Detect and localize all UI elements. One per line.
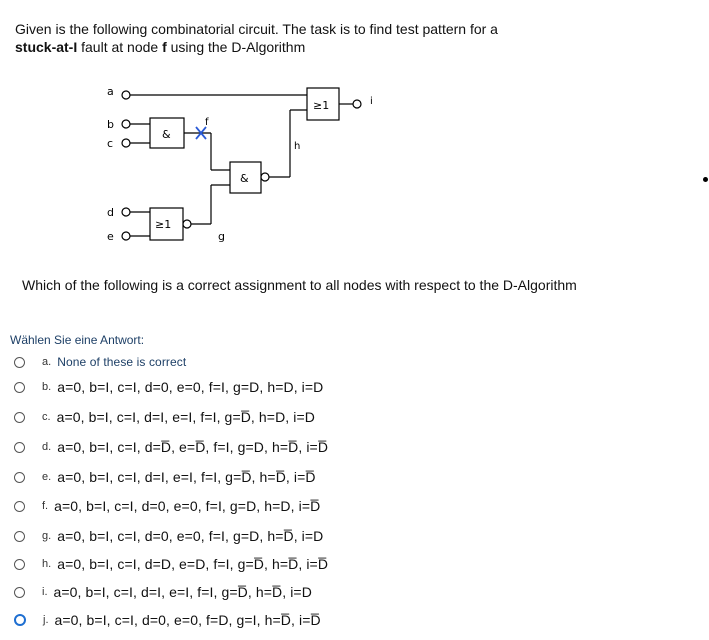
- and-gate-1-label: &: [162, 128, 171, 141]
- option-letter: f.: [42, 500, 49, 512]
- radio-button[interactable]: [14, 442, 25, 453]
- or-gate-1-inverter: [183, 220, 191, 228]
- input-a-terminal: [122, 91, 130, 99]
- node-label-i: i: [370, 96, 373, 107]
- and-gate-2-label: &: [240, 172, 249, 185]
- radio-button[interactable]: [14, 501, 25, 512]
- option-text: a=0, b=I, c=I, d=0, e=0, f=D, g=I, h=D̅, i=D̅: [54, 612, 321, 628]
- option-text: None of these is correct: [57, 355, 187, 369]
- option-text: a=0, b=I, c=I, d=D̅, e=D̅, f=I, g=D, h=D̅, i=D̅: [57, 439, 329, 455]
- option-a[interactable]: [10, 350, 186, 374]
- option-text: a=0, b=I, c=I, d=0, e=0, f=I, g=D, h=D, i=D̅: [54, 498, 321, 514]
- question-bold-node: f: [162, 39, 167, 55]
- and-gate-2-inverter: [261, 173, 269, 181]
- option-text: a=0, b=I, c=I, d=0, e=0, f=I, g=D, h=D, i=D: [57, 379, 324, 395]
- circuit-diagram: [80, 80, 400, 255]
- option-text: a=0, b=I, c=I, d=I, e=I, f=I, g=D̅, h=D, i=D: [56, 409, 315, 425]
- input-c-terminal: [122, 139, 130, 147]
- option-letter: d.: [42, 441, 52, 453]
- option-d[interactable]: [10, 435, 328, 459]
- input-e-terminal: [122, 232, 130, 240]
- question-tail: using the D-Algorithm: [166, 39, 306, 55]
- option-b[interactable]: [10, 375, 323, 399]
- radio-button[interactable]: [14, 472, 25, 483]
- option-letter: i.: [42, 586, 48, 598]
- input-label-a: a: [107, 85, 114, 98]
- option-text: a=0, b=I, c=I, d=D, e=D, f=I, g=D̅, h=D̅, i=D̅: [57, 556, 329, 572]
- input-label-c: c: [107, 137, 114, 150]
- output-i-terminal: [353, 100, 361, 108]
- input-label-e: e: [107, 230, 114, 243]
- radio-button[interactable]: [14, 559, 25, 570]
- option-g[interactable]: [10, 524, 323, 548]
- question-text: [15, 20, 615, 56]
- option-letter: b.: [42, 381, 52, 393]
- option-text: a=0, b=I, c=I, d=I, e=I, f=I, g=D̅, h=D̅, i=D: [53, 584, 312, 600]
- radio-button-selected[interactable]: [14, 614, 26, 626]
- bullet-dot: [703, 177, 708, 182]
- option-letter: c.: [42, 411, 51, 423]
- option-e[interactable]: [10, 465, 316, 489]
- radio-button[interactable]: [14, 587, 25, 598]
- input-d-terminal: [122, 208, 130, 216]
- input-label-b: b: [107, 118, 114, 131]
- option-f[interactable]: [10, 494, 320, 518]
- question-line1: Given is the following combinatorial circuit. The task is to find test pattern for a: [15, 21, 498, 37]
- or-gate-1-label: ≥1: [155, 218, 172, 231]
- option-letter: h.: [42, 558, 52, 570]
- question-mid: fault at node: [77, 39, 163, 55]
- question-bold-fault: stuck-at-I: [15, 39, 78, 55]
- option-letter: a.: [42, 356, 52, 368]
- radio-button[interactable]: [14, 412, 25, 423]
- node-label-g: g: [218, 230, 225, 243]
- radio-button[interactable]: [14, 382, 25, 393]
- option-letter: e.: [42, 471, 52, 483]
- option-letter: j.: [43, 614, 49, 626]
- option-j[interactable]: [10, 608, 321, 632]
- sub-question: Which of the following is a correct assignment to all nodes with respect to the D-Algorithm: [22, 277, 577, 293]
- node-label-h: h: [294, 141, 301, 152]
- input-b-terminal: [122, 120, 130, 128]
- option-text: a=0, b=I, c=I, d=I, e=I, f=I, g=D̅, h=D̅, i=D̅: [57, 469, 316, 485]
- input-label-d: d: [107, 206, 114, 219]
- radio-button[interactable]: [14, 357, 25, 368]
- option-c[interactable]: [10, 405, 315, 429]
- option-h[interactable]: [10, 552, 328, 576]
- or-gate-2-label: ≥1: [313, 99, 330, 112]
- node-label-f: f: [205, 117, 209, 128]
- option-i[interactable]: [10, 580, 312, 604]
- answer-prompt: Wählen Sie eine Antwort:: [10, 333, 145, 347]
- option-text: a=0, b=I, c=I, d=0, e=0, f=I, g=D, h=D̅, i=D: [57, 528, 324, 544]
- radio-button[interactable]: [14, 531, 25, 542]
- option-letter: g.: [42, 530, 52, 542]
